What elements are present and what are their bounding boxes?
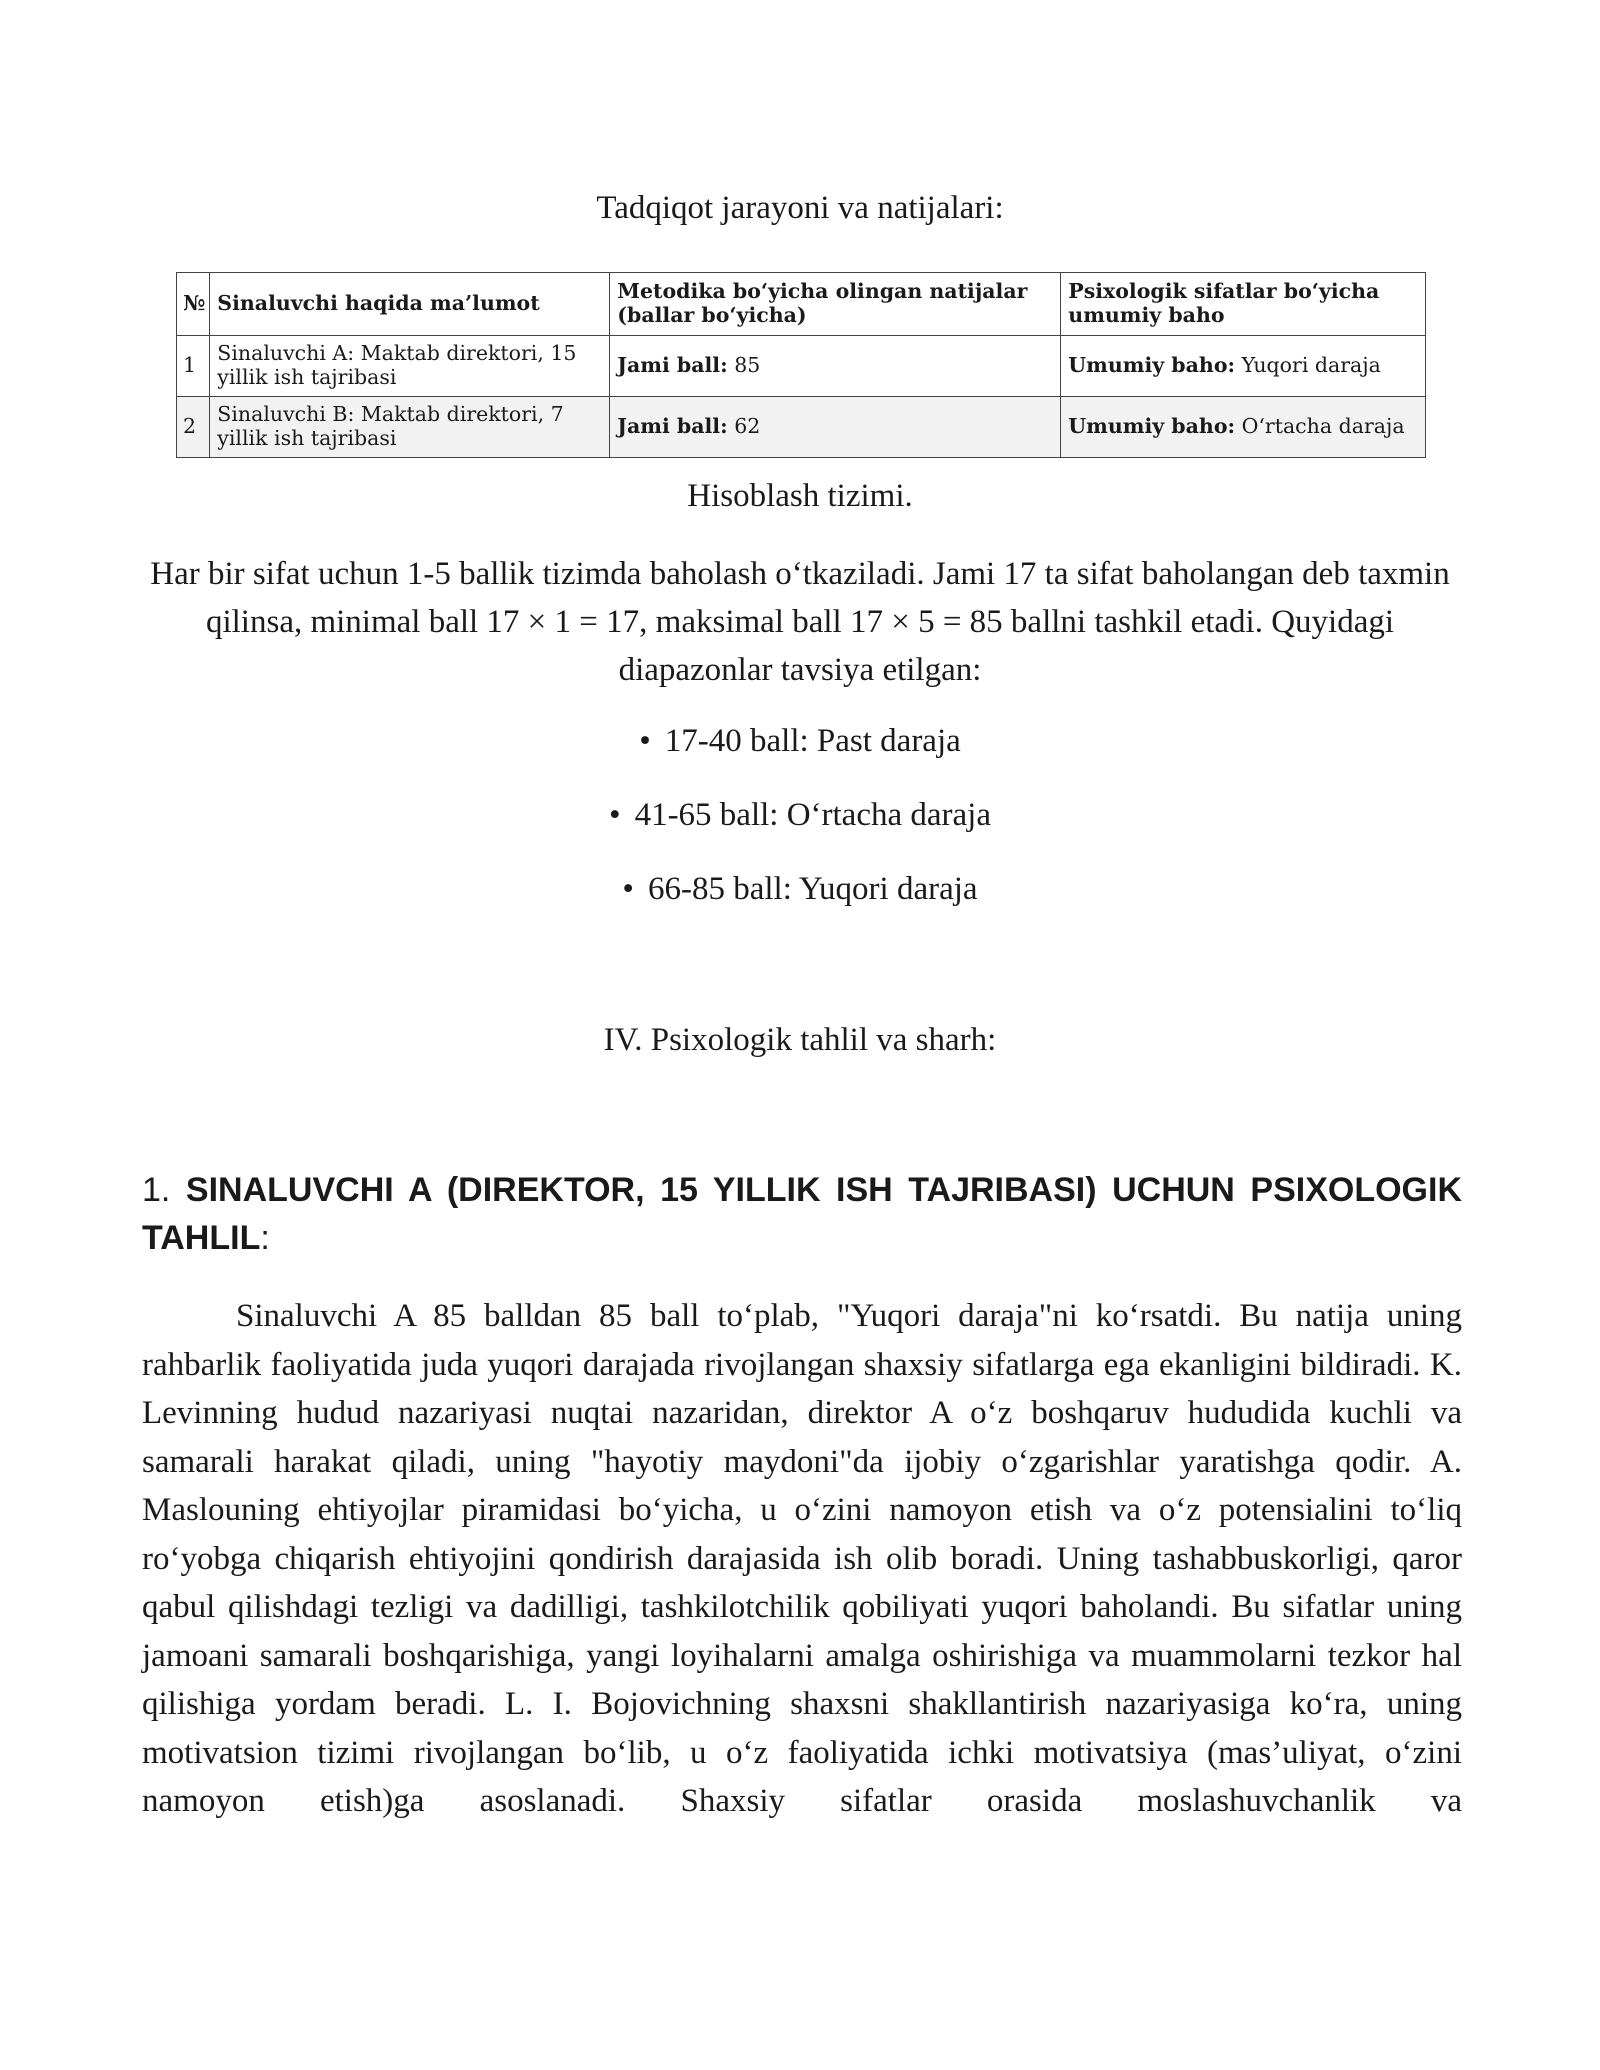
subsection-heading	[142, 1166, 1462, 1262]
calculation-heading: Hisoblash tizimi.	[687, 478, 913, 514]
subsection-suffix: :	[260, 1219, 270, 1257]
calculation-paragraph: Har bir sifat uchun 1-5 ballik tizimda baholash o‘tkaziladi. Jami 17 ta sifat baholangan deb taxmin qilinsa, minimal ball 17 × 1 = 17, maksimal ball 17 × 5 = 85 ballni tashkil etadi. Quyidagi diapazonlar tavsiya etilgan:	[150, 556, 1450, 688]
subject-info-cell: Sinaluvchi A: Maktab direktori, 15 yillik ish tajribasi	[210, 336, 610, 397]
header-number: №	[177, 273, 210, 336]
subsection-title: SINALUVCHI A (DIREKTOR, 15 YILLIK ISH TAJRIBASI) UCHUN PSIXOLOGIK TAHLIL	[142, 1171, 1462, 1257]
range-text: 17-40 ball: Past daraja	[664, 723, 961, 759]
score-cell	[610, 336, 1061, 397]
table-row	[177, 336, 1426, 397]
list-item	[0, 797, 1600, 834]
analysis-paragraph: Sinaluvchi A 85 balldan 85 ball to‘plab, "Yuqori daraja"ni ko‘rsatdi. Bu natija uning rahbarlik faoliyatida juda yuqori darajada rivojlangan shaxsiy sifatlarga ega ekanligini bildiradi. K. Levinning hudud nazariyasi nuqtai nazaridan, direktor A o‘z boshqaruv hududida kuchli va samarali harakat qiladi, uning "hayotiy maydoni"da ijobiy o‘zgarishlar yaratishga qodir. A. Maslouning ehtiyojlar piramidasi bo‘yicha, u o‘zini namoyon etish va o‘z potensialini to‘liq ro‘yobga chiqarish ehtiyojini qondirish darajasida ish olib boradi. Uning tashabbuskorligi, qaror qabul qilishdagi tezligi va dadilligi, tashkilotchilik qobiliyati yuqori baholandi. Bu sifatlar uning jamoani samarali boshqarishiga, yangi loyihalarni amalga oshirishiga va muammolarni tezkor hal qilishiga yordam beradi. L. I. Bojovichning shaxsni shakllantirish nazariyasiga ko‘ra, uning motivatsion tizimi rivojlangan bo‘lib, u o‘z faoliyatida ichki motivatsiya (mas’uliyat, o‘zini namoyon etish)ga asoslanadi. Shaxsiy sifatlar orasida moslashuvchanlik va	[142, 1298, 1462, 1819]
evaluation-cell	[1061, 397, 1426, 458]
list-item	[0, 723, 1600, 760]
table-row	[177, 397, 1426, 458]
bullet-icon: •	[639, 723, 651, 759]
section-title: IV. Psixologik tahlil va sharh:	[603, 1022, 997, 1058]
header-method-results: Metodika bo‘yicha olingan natijalar (ballar bo‘yicha)	[610, 273, 1061, 336]
row-number: 2	[177, 397, 210, 458]
subject-info-cell: Sinaluvchi B: Maktab direktori, 7 yillik ish tajribasi	[210, 397, 610, 458]
evaluation-label: Umumiy baho:	[1068, 414, 1236, 439]
score-value: 85	[734, 353, 761, 378]
evaluation-value: Yuqori daraja	[1241, 353, 1381, 378]
score-label: Jami ball:	[617, 353, 728, 378]
score-label: Jami ball:	[617, 414, 728, 439]
row-number: 1	[177, 336, 210, 397]
subsection-number: 1.	[142, 1171, 171, 1209]
list-item	[0, 871, 1600, 908]
score-value: 62	[734, 414, 761, 439]
range-text: 41-65 ball: O‘rtacha daraja	[634, 797, 991, 833]
header-subject-info: Sinaluvchi haqida ma’lumot	[210, 273, 610, 336]
evaluation-label: Umumiy baho:	[1068, 353, 1236, 378]
results-heading: Tadqiqot jarayoni va natijalari:	[596, 190, 1004, 226]
evaluation-cell	[1061, 336, 1426, 397]
range-text: 66-85 ball: Yuqori daraja	[647, 871, 978, 907]
bullet-icon: •	[622, 871, 634, 907]
evaluation-value: O‘rtacha daraja	[1241, 414, 1405, 439]
results-table	[176, 272, 1426, 458]
header-overall-evaluation: Psixologik sifatlar bo‘yicha umumiy baho	[1061, 273, 1426, 336]
score-cell	[610, 397, 1061, 458]
table-header-row	[177, 273, 1426, 336]
bullet-icon: •	[609, 797, 621, 833]
